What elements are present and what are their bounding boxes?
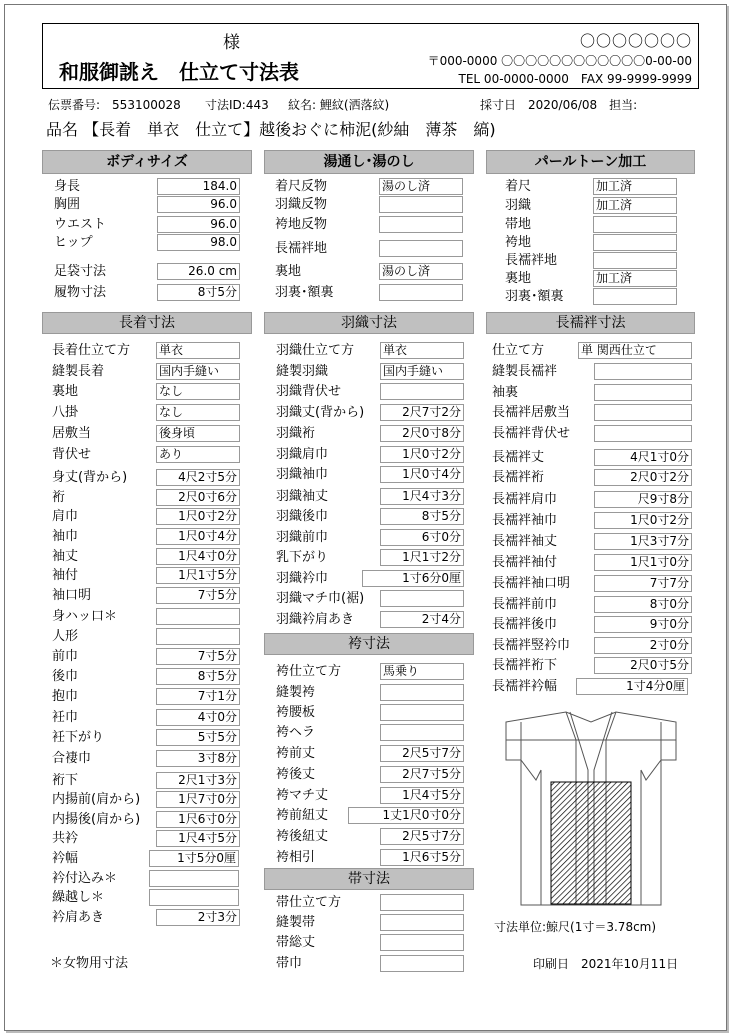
haori-row-value[interactable]: 2寸4分 [380, 611, 464, 628]
yudoshi-haura-value[interactable] [379, 284, 463, 301]
nagagi-row-value[interactable]: 1尺0寸2分 [156, 508, 240, 525]
obi-row-label: 帯総丈 [276, 935, 316, 950]
sama-label: 様 [223, 33, 240, 53]
juban-row-label: 縫製長襦袢 [492, 364, 558, 379]
juban-row-value[interactable]: 1尺1寸0分 [594, 554, 692, 571]
nagagi-row-label: 後巾 [52, 669, 79, 684]
haori-row-value[interactable]: 1尺0寸2分 [380, 446, 464, 463]
waist-value[interactable]: 96.0 [157, 216, 240, 233]
haori-row-label: 羽織丈(背から) [276, 405, 365, 420]
pearl-obi-value[interactable] [593, 216, 677, 233]
juban-row-label: 長襦袢肩巾 [492, 492, 558, 507]
haori-row-label: 縫製羽織 [276, 364, 329, 379]
section-body-size: ボディサイズ [42, 150, 252, 174]
section-haori: 羽織寸法 [264, 312, 474, 334]
nagagi-row-label: 身ハッ口＊ [52, 609, 118, 624]
juban-row-value[interactable] [594, 384, 692, 401]
nagagi-row-value[interactable]: 3寸8分 [156, 750, 240, 767]
measure-date: 採寸日 2020/06/08 担当: [480, 98, 638, 112]
haori-row-label: 羽織裄 [276, 426, 316, 441]
hakama-row-value[interactable]: 2尺5寸7分 [380, 745, 464, 762]
slip-number: 伝票番号: 553100028 [48, 98, 181, 112]
nagagi-row-label: 八掛 [52, 405, 79, 420]
haori-row-value[interactable] [380, 383, 464, 400]
nagagi-row-value[interactable]: 5寸5分 [156, 729, 240, 746]
nagagi-row-value[interactable]: 2寸3分 [156, 909, 240, 926]
pearl-haura-value[interactable] [593, 288, 677, 305]
yudoshi-haori-value[interactable] [379, 196, 463, 213]
hakama-row-label: 袴マチ丈 [276, 788, 329, 803]
juban-row-value[interactable]: 1寸4分0厘 [576, 678, 688, 695]
pearl-kijaku-value[interactable]: 加工済 [593, 178, 677, 195]
haori-row-value[interactable]: 単衣 [380, 342, 464, 359]
yudoshi-hakama-value[interactable] [379, 216, 463, 233]
section-obi: 帯寸法 [264, 868, 474, 890]
nagagi-row-label: 衿肩あき [52, 910, 105, 925]
juban-row-value[interactable]: 1尺3寸7分 [594, 533, 692, 550]
juban-row-label: 長襦袢竪衿巾 [492, 638, 571, 653]
juban-row-value[interactable]: 2尺0寸5分 [594, 657, 692, 674]
hakama-row-value[interactable]: 馬乗り [380, 663, 464, 680]
hip-value[interactable]: 98.0 [157, 234, 240, 251]
hakama-row-value[interactable] [380, 724, 464, 741]
nagagi-row-label: 繰越し＊ [52, 890, 105, 905]
nagagi-row-label: 人形 [52, 629, 79, 644]
haori-row-value[interactable]: 2尺0寸8分 [380, 425, 464, 442]
section-yudoshi: 湯通し･湯のし [264, 150, 474, 174]
hakama-row-value[interactable]: 2尺5寸7分 [380, 828, 464, 845]
nagagi-row-value[interactable]: 2尺0寸6分 [156, 489, 240, 506]
haori-row-label: 羽織袖巾 [276, 467, 329, 482]
obi-row-value[interactable] [380, 914, 464, 931]
obi-row-label: 帯仕立て方 [276, 895, 342, 910]
nagagi-row-value[interactable]: なし [156, 383, 240, 400]
juban-row-value[interactable] [594, 363, 692, 380]
nagagi-row-value[interactable]: 国内手縫い [156, 363, 240, 380]
haori-row-value[interactable]: 1尺4寸3分 [380, 488, 464, 505]
footwear-value[interactable]: 8寸5分 [157, 284, 240, 301]
nagagi-row-label: 前巾 [52, 649, 79, 664]
kimono-diagram [496, 710, 686, 910]
juban-row-label: 袖裏 [492, 385, 519, 400]
crest-name: 紋名: 鯉紋(洒落紋) [288, 98, 390, 112]
haori-row-label: 羽織前巾 [276, 530, 329, 545]
section-juban: 長襦袢寸法 [486, 312, 695, 334]
haori-row-label: 羽織衿巾 [276, 571, 329, 586]
nagagi-row-label: 袖丈 [52, 549, 79, 564]
haori-row-label: 羽織衿肩あき [276, 612, 355, 627]
haori-row-label: 羽織仕立て方 [276, 343, 355, 358]
haori-row-label: 羽織肩巾 [276, 447, 329, 462]
nagagi-row-label: 袖付 [52, 568, 79, 583]
nagagi-row-value[interactable]: 1尺1寸5分 [156, 567, 240, 584]
nagagi-row-label: 抱巾 [52, 689, 79, 704]
haori-row-value[interactable]: 2尺7寸2分 [380, 404, 464, 421]
juban-row-label: 長襦袢袖丈 [492, 534, 558, 549]
nagagi-row-value[interactable]: 後身頃 [156, 425, 240, 442]
haori-row-value[interactable]: 1尺0寸4分 [380, 466, 464, 483]
juban-row-value[interactable]: 2寸0分 [594, 637, 692, 654]
nagagi-row-label: 肩巾 [52, 509, 79, 524]
nagagi-row-label: 縫製長着 [52, 364, 105, 379]
juban-row-value[interactable] [594, 404, 692, 421]
juban-row-label: 仕立て方 [492, 343, 545, 358]
chest-value[interactable]: 96.0 [157, 196, 240, 213]
haori-row-value[interactable]: 1尺1寸2分 [380, 549, 464, 566]
nagagi-row-value[interactable] [149, 889, 239, 906]
juban-row-value[interactable]: 4尺1寸0分 [594, 449, 692, 466]
section-pearltone: パールトーン加工 [486, 150, 695, 174]
hakama-row-value[interactable]: 2尺7寸5分 [380, 766, 464, 783]
nagagi-row-label: 衽巾 [52, 710, 79, 725]
haori-row-value[interactable]: 6寸0分 [380, 529, 464, 546]
nagagi-row-value[interactable]: 1尺7寸0分 [156, 791, 240, 808]
nagagi-row-label: 裏地 [52, 384, 79, 399]
pearl-urachi-value[interactable]: 加工済 [593, 270, 677, 287]
haori-row-value[interactable]: 8寸5分 [380, 508, 464, 525]
juban-row-label: 長襦袢居敷当 [492, 405, 571, 420]
nagagi-row-value[interactable]: 8寸5分 [156, 668, 240, 685]
page-title: 和服御誂え 仕立て寸法表 [59, 60, 299, 84]
nagagi-row-value[interactable]: 単衣 [156, 342, 240, 359]
hakama-row-label: 袴後紐丈 [276, 829, 329, 844]
nagagi-row-label: 衿幅 [52, 851, 79, 866]
height-value[interactable]: 184.0 [157, 178, 240, 195]
nagagi-row-label: 居敷当 [52, 426, 92, 441]
nagagi-row-label: 合褄巾 [52, 751, 92, 766]
header-box [42, 23, 699, 89]
juban-row-label: 長襦袢袖付 [492, 555, 558, 570]
haori-row-value[interactable] [380, 590, 464, 607]
hakama-row-value[interactable] [380, 704, 464, 721]
company-address: 〒000-0000 〇〇〇〇〇〇〇〇〇〇〇〇0-00-00 [427, 54, 692, 68]
nagagi-row-value[interactable] [149, 870, 239, 887]
juban-row-value[interactable] [594, 425, 692, 442]
nagagi-row-label: 袖口明 [52, 588, 92, 603]
nagagi-row-value[interactable]: 1尺4寸5分 [156, 830, 240, 847]
pearl-juban-value[interactable] [593, 252, 677, 269]
juban-row-value[interactable]: 9寸0分 [594, 616, 692, 633]
nagagi-row-value[interactable]: 4寸0分 [156, 709, 240, 726]
hakama-row-label: 縫製袴 [276, 685, 316, 700]
nagagi-row-value[interactable]: なし [156, 404, 240, 421]
juban-row-label: 長襦袢袖巾 [492, 513, 558, 528]
hakama-row-label: 袴ヘラ [276, 725, 316, 740]
haori-row-label: 羽織マチ巾(裾) [276, 591, 365, 606]
juban-row-value[interactable]: 7寸7分 [594, 575, 692, 592]
hakama-row-label: 袴腰板 [276, 705, 316, 720]
yudoshi-juban-value[interactable] [379, 240, 463, 257]
hakama-row-label: 袴相引 [276, 850, 316, 865]
haori-row-label: 羽織袖丈 [276, 489, 329, 504]
nagagi-row-label: 身丈(背から) [52, 470, 128, 485]
hakama-row-label: 袴前丈 [276, 746, 316, 761]
juban-row-label: 長襦袢丈 [492, 450, 545, 465]
haori-row-label: 乳下がり [276, 550, 329, 565]
nagagi-row-value[interactable]: 1尺4寸0分 [156, 548, 240, 565]
haori-row-label: 羽織背伏せ [276, 384, 342, 399]
hakama-row-value[interactable]: 1尺6寸5分 [380, 849, 464, 866]
hakama-row-label: 袴仕立て方 [276, 664, 342, 679]
yudoshi-urachi-value[interactable]: 湯のし済 [379, 263, 463, 280]
nagagi-row-value[interactable]: あり [156, 446, 240, 463]
company-name: 〇〇〇〇〇〇〇 [579, 32, 692, 50]
hakama-row-value[interactable] [380, 684, 464, 701]
hakama-row-label: 袴前紐丈 [276, 808, 329, 823]
juban-row-value[interactable]: 1尺0寸2分 [594, 512, 692, 529]
hakama-row-value[interactable]: 1丈1尺0寸0分 [348, 807, 464, 824]
hakama-row-value[interactable]: 1尺4寸5分 [380, 787, 464, 804]
pearl-hakama-value[interactable] [593, 234, 677, 251]
nagagi-row-value[interactable]: 4尺2寸5分 [156, 469, 240, 486]
nagagi-row-value[interactable]: 1尺0寸4分 [156, 528, 240, 545]
company-tel-fax: TEL 00-0000-0000 FAX 99-9999-9999 [458, 72, 692, 86]
print-date: 印刷日 2021年10月11日 [533, 957, 679, 971]
juban-row-value[interactable]: 単 関西仕立て [578, 342, 692, 359]
juban-row-value[interactable]: 尺9寸8分 [594, 491, 692, 508]
female-note: ＊女物用寸法 [50, 956, 129, 971]
nagagi-row-value[interactable]: 2尺1寸3分 [156, 772, 240, 789]
juban-row-label: 長襦袢袖口明 [492, 576, 571, 591]
haori-row-value[interactable]: 1寸6分0厘 [362, 570, 464, 587]
yudoshi-kijaku-value[interactable]: 湯のし済 [379, 178, 463, 195]
nagagi-row-label: 共衿 [52, 831, 79, 846]
nagagi-row-label: 内揚前(肩から) [52, 792, 141, 807]
nagagi-row-label: 背伏せ [52, 447, 92, 462]
obi-row-label: 縫製帯 [276, 915, 316, 930]
nagagi-row-value[interactable]: 7寸5分 [156, 587, 240, 604]
juban-row-value[interactable]: 2尺0寸2分 [594, 469, 692, 486]
pearl-haori-value[interactable]: 加工済 [593, 197, 677, 214]
nagagi-row-value[interactable]: 1寸5分0厘 [149, 850, 239, 867]
juban-row-label: 長襦袢前巾 [492, 597, 558, 612]
nagagi-row-label: 長着仕立て方 [52, 343, 131, 358]
nagagi-row-label: 衿付込み＊ [52, 871, 118, 886]
juban-row-value[interactable]: 8寸0分 [594, 596, 692, 613]
nagagi-row-label: 裄下 [52, 773, 79, 788]
nagagi-row-label: 内揚後(肩から) [52, 812, 141, 827]
juban-row-label: 長襦袢後巾 [492, 617, 558, 632]
nagagi-row-label: 袖巾 [52, 529, 79, 544]
section-hakama: 袴寸法 [264, 633, 474, 655]
obi-row-value[interactable] [380, 955, 464, 972]
juban-row-label: 長襦袢衿幅 [492, 679, 558, 694]
haori-row-label: 羽織後巾 [276, 509, 329, 524]
product-name: 品名 【長着 単衣 仕立て】越後おぐに柿泥(紗紬 薄茶 縞) [46, 120, 496, 139]
unit-note: 寸法単位:鯨尺(1寸＝3.78cm) [494, 920, 657, 934]
hakama-row-label: 袴後丈 [276, 767, 316, 782]
juban-row-label: 長襦袢裄 [492, 470, 545, 485]
nagagi-row-value[interactable]: 1尺6寸0分 [156, 811, 240, 828]
juban-row-label: 長襦袢裄下 [492, 658, 558, 673]
obi-row-label: 帯巾 [276, 956, 303, 971]
nagagi-row-value[interactable]: 7寸1分 [156, 688, 240, 705]
obi-row-value[interactable] [380, 894, 464, 911]
tabi-value[interactable]: 26.0 cm [157, 263, 240, 280]
nagagi-row-value[interactable] [156, 628, 240, 645]
obi-row-value[interactable] [380, 934, 464, 951]
nagagi-row-label: 衽下がり [52, 730, 105, 745]
size-id: 寸法ID:443 [205, 98, 269, 112]
juban-row-label: 長襦袢背伏せ [492, 426, 571, 441]
section-nagagi: 長着寸法 [42, 312, 252, 334]
nagagi-row-value[interactable] [156, 608, 240, 625]
nagagi-row-label: 裄 [52, 490, 66, 505]
haori-row-value[interactable]: 国内手縫い [380, 363, 464, 380]
nagagi-row-value[interactable]: 7寸5分 [156, 648, 240, 665]
